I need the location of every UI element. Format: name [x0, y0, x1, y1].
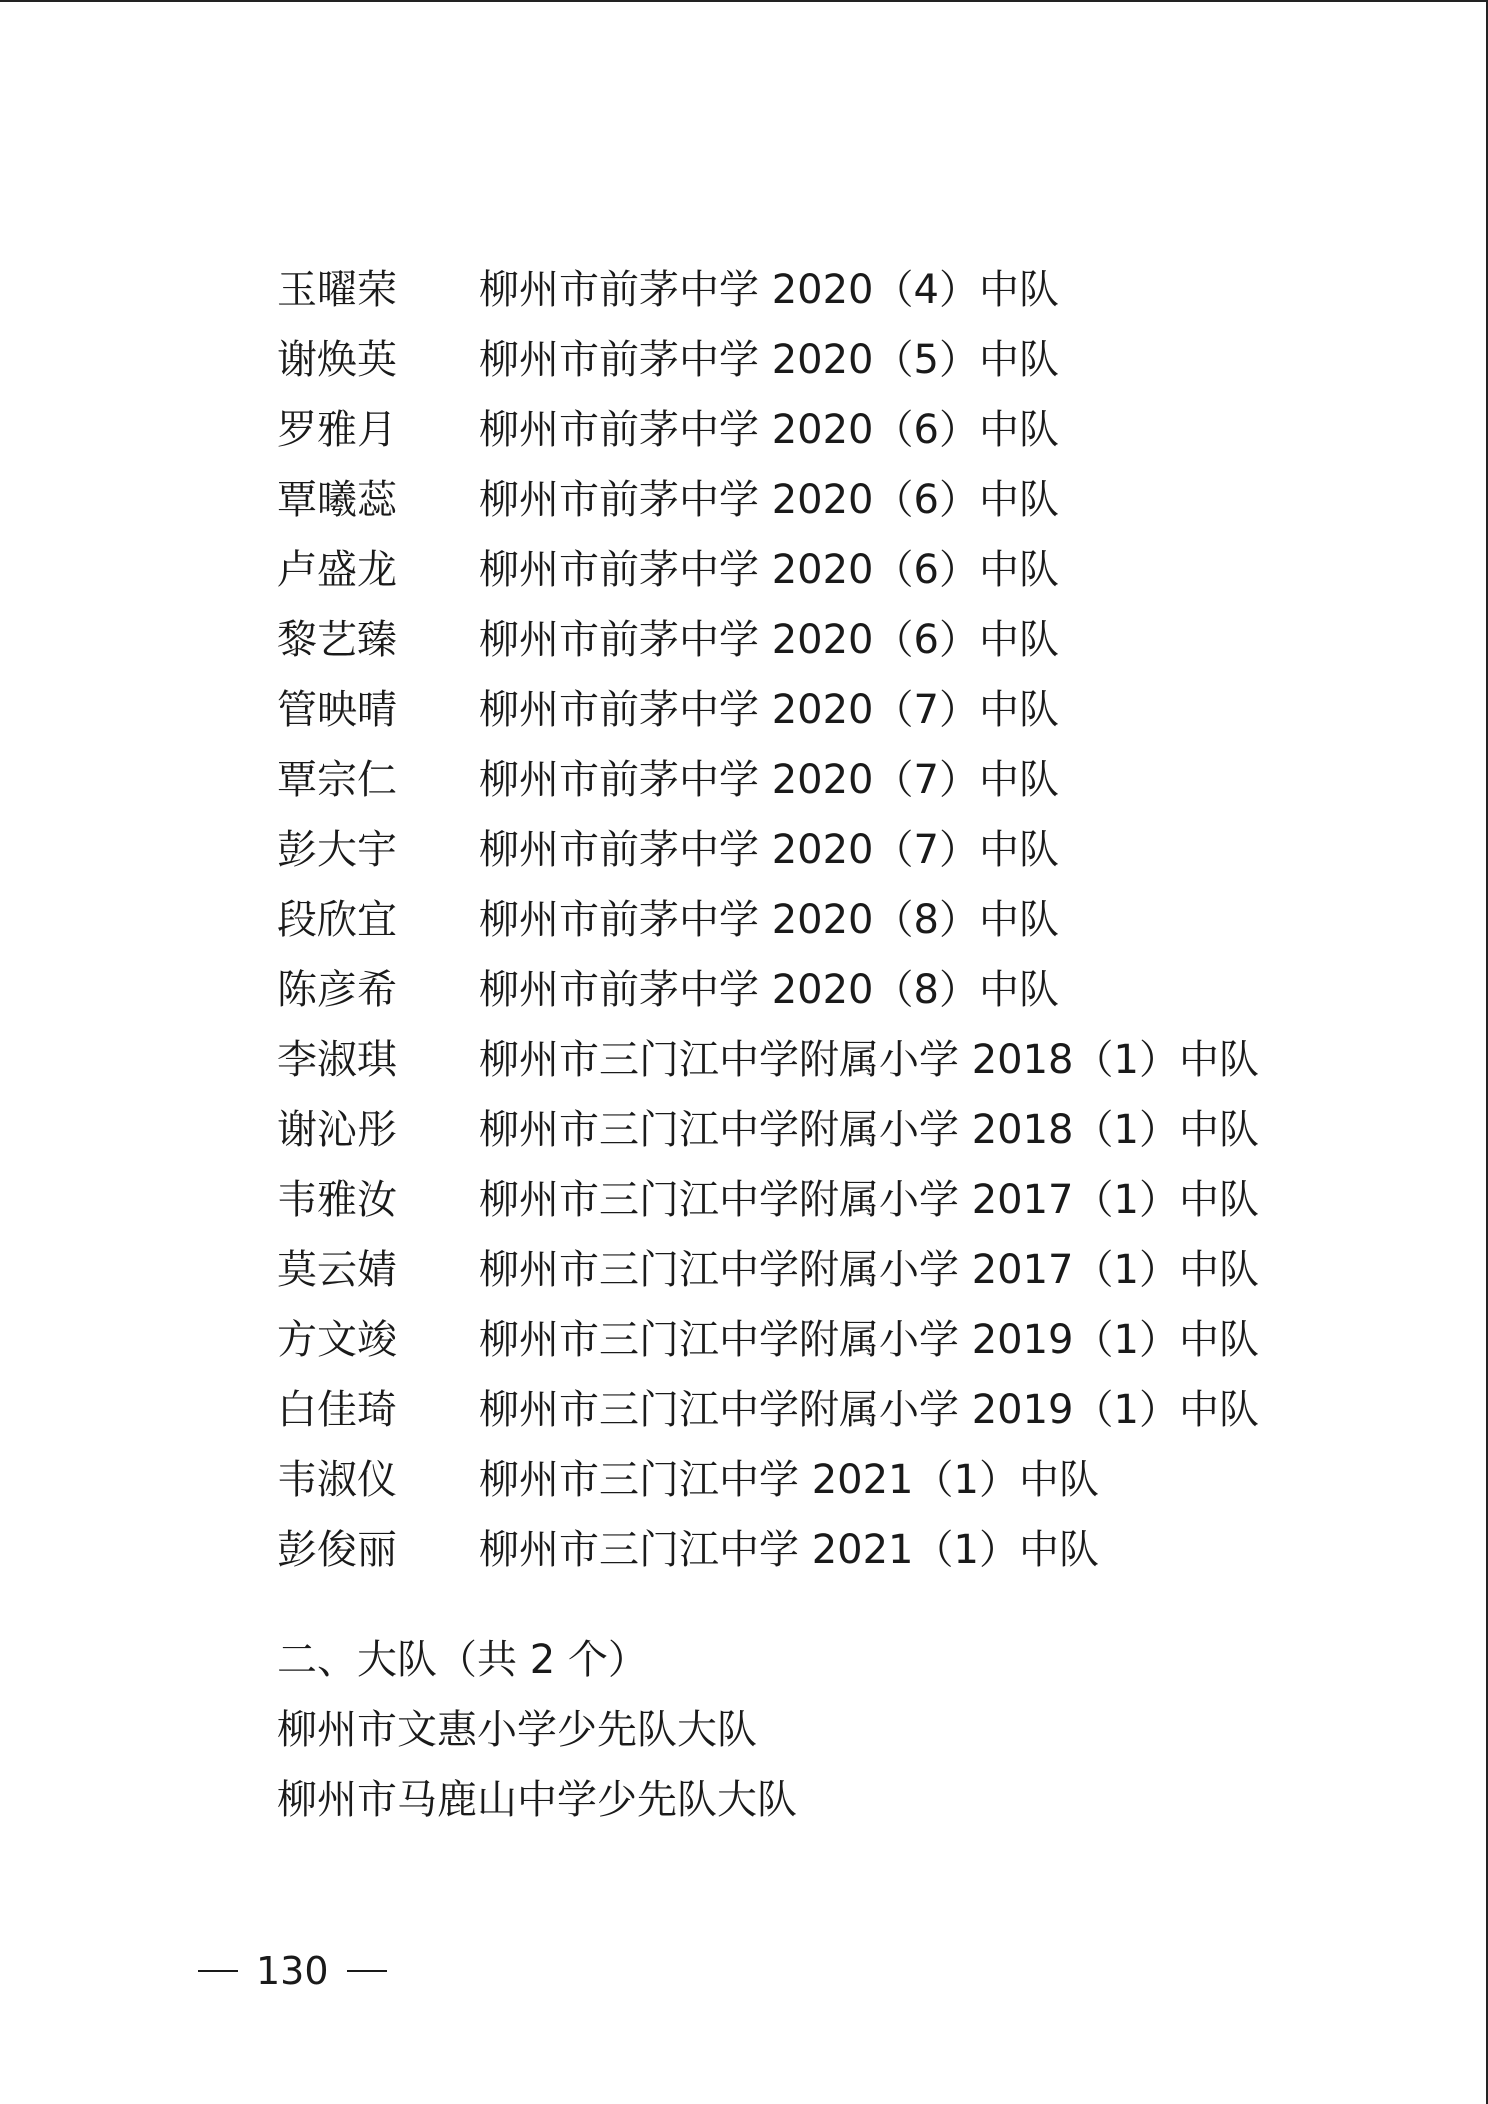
honoree-name: 覃曦蕊 [277, 477, 397, 523]
honoree-unit: 柳州市前茅中学 2020（7）中队 [479, 827, 1059, 873]
list-item [277, 472, 1259, 542]
honoree-unit: 柳州市三门江中学附属小学 2018（1）中队 [479, 1037, 1259, 1083]
honoree-name: 彭大宇 [277, 827, 397, 873]
honoree-unit: 柳州市三门江中学附属小学 2019（1）中队 [479, 1387, 1259, 1433]
honoree-name: 方文竣 [277, 1317, 397, 1363]
honoree-unit: 柳州市三门江中学附属小学 2018（1）中队 [479, 1107, 1259, 1153]
honoree-name: 黎艺臻 [277, 617, 397, 663]
list-item [277, 612, 1259, 682]
list-item [277, 1452, 1259, 1522]
honoree-name: 谢沁彤 [277, 1107, 397, 1153]
honoree-name: 韦雅汝 [277, 1177, 397, 1223]
honoree-name: 卢盛龙 [277, 547, 397, 593]
section-heading: 二、大队（共 2 个） [277, 1637, 648, 1683]
honoree-name: 彭俊丽 [277, 1527, 397, 1573]
honoree-unit: 柳州市前茅中学 2020（8）中队 [479, 967, 1059, 1013]
honoree-unit: 柳州市三门江中学 2021（1）中队 [479, 1457, 1099, 1503]
list-item [277, 752, 1259, 822]
honoree-name: 管映晴 [277, 687, 397, 733]
list-item [277, 1102, 1259, 1172]
list-item: 柳州市文惠小学少先队大队 [277, 1707, 757, 1753]
honoree-unit: 柳州市三门江中学附属小学 2017（1）中队 [479, 1177, 1259, 1223]
honoree-name: 罗雅月 [277, 407, 397, 453]
list-item [277, 1172, 1259, 1242]
honoree-unit: 柳州市前茅中学 2020（8）中队 [479, 897, 1059, 943]
honoree-name: 段欣宜 [277, 897, 397, 943]
honoree-name: 李淑琪 [277, 1037, 397, 1083]
list-item [277, 1382, 1259, 1452]
honoree-unit: 柳州市前茅中学 2020（5）中队 [479, 337, 1059, 383]
dash-left [198, 1970, 238, 1972]
honoree-unit: 柳州市前茅中学 2020（4）中队 [479, 267, 1059, 313]
list-item [277, 1312, 1259, 1382]
honoree-unit: 柳州市三门江中学 2021（1）中队 [479, 1527, 1099, 1573]
list-item [277, 1032, 1259, 1102]
brigade-section [277, 1632, 797, 1842]
list-item [277, 402, 1259, 472]
page-border-top [0, 0, 1488, 2]
honoree-name: 陈彦希 [277, 967, 397, 1013]
honoree-name: 谢焕英 [277, 337, 397, 383]
page-number-value: 130 [256, 1949, 329, 1993]
honoree-name: 覃宗仁 [277, 757, 397, 803]
list-item [277, 822, 1259, 892]
honoree-unit: 柳州市三门江中学附属小学 2017（1）中队 [479, 1247, 1259, 1293]
list-item [277, 1522, 1259, 1592]
honoree-name: 白佳琦 [277, 1387, 397, 1433]
list-item [277, 332, 1259, 402]
honoree-unit: 柳州市前茅中学 2020（7）中队 [479, 757, 1059, 803]
honoree-name: 玉曜荣 [277, 267, 397, 313]
honoree-unit: 柳州市前茅中学 2020（6）中队 [479, 477, 1059, 523]
list-item [277, 542, 1259, 612]
dash-right [347, 1970, 387, 1972]
list-item: 柳州市马鹿山中学少先队大队 [277, 1777, 797, 1823]
honoree-name: 莫云婧 [277, 1247, 397, 1293]
honoree-unit: 柳州市前茅中学 2020（6）中队 [479, 547, 1059, 593]
honoree-unit: 柳州市前茅中学 2020（7）中队 [479, 687, 1059, 733]
honoree-list [277, 262, 1259, 1592]
page-number [198, 1946, 387, 1996]
list-item [277, 262, 1259, 332]
list-item [277, 1242, 1259, 1312]
honoree-name: 韦淑仪 [277, 1457, 397, 1503]
list-item [277, 962, 1259, 1032]
brigade-list [277, 1702, 797, 1842]
honoree-unit: 柳州市三门江中学附属小学 2019（1）中队 [479, 1317, 1259, 1363]
honoree-unit: 柳州市前茅中学 2020（6）中队 [479, 407, 1059, 453]
honoree-unit: 柳州市前茅中学 2020（6）中队 [479, 617, 1059, 663]
list-item [277, 892, 1259, 962]
list-item [277, 682, 1259, 752]
